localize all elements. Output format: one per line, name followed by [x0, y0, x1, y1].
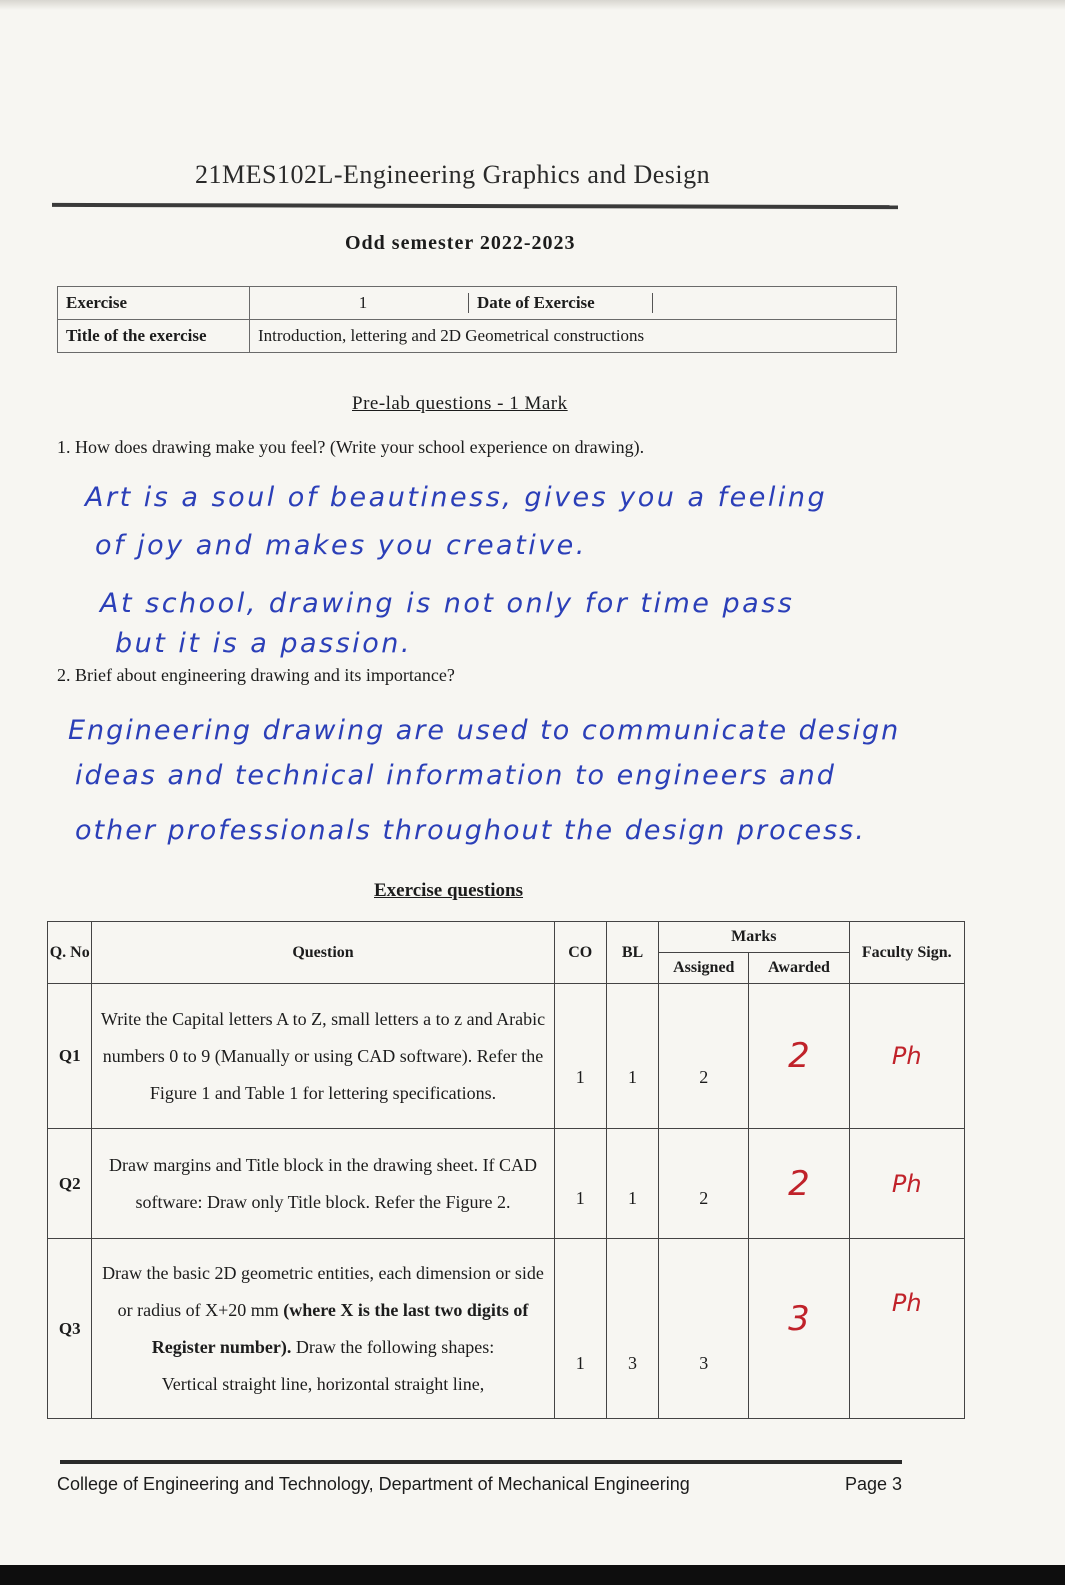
- header-awarded: Awarded: [749, 953, 849, 984]
- faculty-signature: Ph: [849, 984, 964, 1129]
- bl-value: 1: [606, 1129, 658, 1239]
- exercise-number: 1: [358, 293, 368, 312]
- question-text: Write the Capital letters A to Z, small letters a to z and Arabic numbers 0 to 9 (Manually or using CAD software). Refer the Figure 1 and Table 1 for lettering specifications.: [92, 984, 554, 1129]
- header-qno: Q. No: [48, 922, 92, 984]
- exercise-heading: Exercise questions: [374, 880, 524, 901]
- handwritten-answer-line: of joy and makes you creative.: [95, 530, 587, 561]
- page-number: Page 3: [845, 1474, 903, 1494]
- faculty-signature: Ph: [849, 1239, 964, 1419]
- prelab-question-2: 2. Brief about engineering drawing and its importance?: [57, 665, 455, 685]
- handwritten-answer-line: but it is a passion.: [115, 628, 412, 659]
- header-assigned: Assigned: [659, 953, 749, 984]
- header-bl: BL: [606, 922, 658, 984]
- bottom-edge: [0, 1565, 1065, 1585]
- header-question: Question: [92, 922, 554, 984]
- question-text-part: Draw the basic 2D geometric entities, each dimension or side or radius of X+20 mm: [102, 1262, 544, 1320]
- table-row: [48, 984, 965, 1129]
- footer-college: College of Engineering and Technology, Department of Mechanical Engineering: [57, 1474, 690, 1494]
- handwritten-answer-line: At school, drawing is not only for time pass: [100, 588, 795, 619]
- handwritten-answer-line: Art is a soul of beautiness, gives you a feeling: [85, 482, 828, 513]
- header-co: CO: [554, 922, 606, 984]
- semester-label: Odd semester 2022-2023: [345, 232, 576, 254]
- footer-rule: [60, 1460, 902, 1464]
- awarded-marks: 2: [749, 984, 849, 1129]
- handwritten-answer-line: other professionals throughout the design process.: [75, 815, 866, 846]
- co-value: 1: [554, 1129, 606, 1239]
- bl-value: 1: [606, 984, 658, 1129]
- course-title: 21MES102L-Engineering Graphics and Design: [195, 160, 711, 189]
- exercise-row: [58, 287, 897, 320]
- question-text-part: Vertical straight line, horizontal straight line,: [161, 1373, 485, 1394]
- question-text: Draw margins and Title block in the drawing sheet. If CAD software: Draw only Title block. Refer the Figure 2.: [92, 1129, 554, 1239]
- assigned-marks: 2: [659, 1129, 749, 1239]
- header-marks: Marks: [659, 922, 849, 953]
- awarded-marks: 2: [749, 1129, 849, 1239]
- prelab-question-1: 1. How does drawing make you feel? (Write your school experience on drawing).: [57, 437, 645, 457]
- exercise-cell: [250, 287, 897, 320]
- title-row: [58, 320, 897, 353]
- exercise-table: [47, 921, 965, 1419]
- question-number: Q3: [48, 1239, 92, 1419]
- header-rule: [52, 203, 898, 209]
- handwritten-answer-line: ideas and technical information to engineers and: [75, 760, 836, 791]
- question-text-bold: (where X is the last two digits of Register number).: [151, 1299, 529, 1357]
- handwritten-answer-line: Engineering drawing are used to communicate design: [68, 715, 901, 746]
- co-value: 1: [554, 984, 606, 1129]
- awarded-marks: 3: [749, 1239, 849, 1419]
- exercise-label: Exercise: [58, 287, 250, 320]
- bl-value: 3: [606, 1239, 658, 1419]
- exercise-info-table: [57, 286, 897, 353]
- question-number: Q2: [48, 1129, 92, 1239]
- assigned-marks: 3: [659, 1239, 749, 1419]
- table-header-row: [48, 922, 965, 953]
- title-label: Title of the exercise: [58, 320, 250, 353]
- table-row: [48, 1239, 965, 1419]
- co-value: 1: [554, 1239, 606, 1419]
- question-text: [92, 1239, 554, 1419]
- date-label: Date of Exercise: [468, 293, 653, 313]
- faculty-signature: Ph: [849, 1129, 964, 1239]
- top-edge: [0, 0, 1065, 10]
- table-row: [48, 1129, 965, 1239]
- assigned-marks: 2: [659, 984, 749, 1129]
- prelab-heading: Pre-lab questions - 1 Mark: [352, 393, 568, 414]
- header-faculty-sign: Faculty Sign.: [849, 922, 964, 984]
- title-value: Introduction, lettering and 2D Geometrical constructions: [250, 320, 897, 353]
- question-number: Q1: [48, 984, 92, 1129]
- question-text-part: Draw the following shapes:: [291, 1336, 495, 1357]
